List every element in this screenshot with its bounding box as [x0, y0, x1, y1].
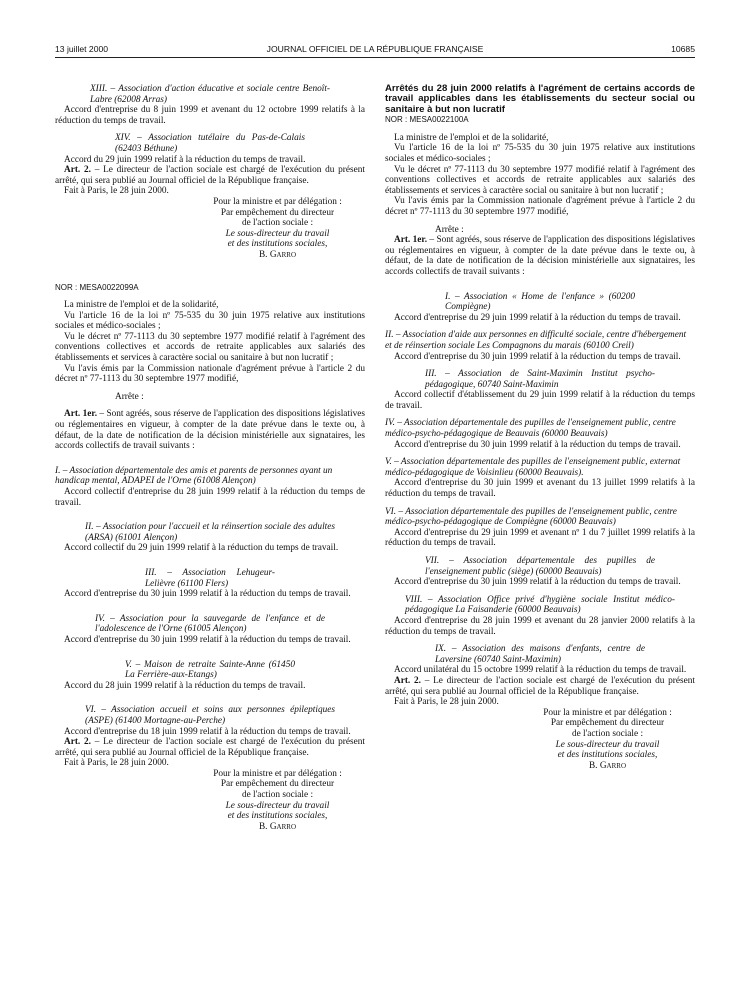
article-lead: Art. 1er. — [394, 235, 428, 246]
article-text: – Le directeur de l'action sociale est chargé de l'exécution du présent arrêté, qui sera publié au Journal officiel de la République française. — [385, 675, 695, 697]
section-title: II. – Association d'aide aux personnes en difficulté sociale, centre d'hébergement et de réinsertion sociale Les Compagnons du marais (60100 Creil) — [385, 330, 687, 351]
signature-name: B. Garro — [258, 249, 296, 260]
article-lead: Art. 2. — [394, 675, 421, 686]
signature-line: de l'action sociale : — [571, 728, 644, 739]
section-text: Accord d'entreprise du 29 juin 1999 relatif à la réduction du temps de travail. — [394, 312, 681, 323]
signature-line: de l'action sociale : — [241, 218, 314, 229]
signature-line: Par empêchement du directeur — [550, 718, 665, 729]
section-title: III. – Association de Saint-Maximin Institut psycho-pédagogique, 60740 Saint-Maximin — [425, 369, 655, 390]
signature-line: Le sous-directeur du travail — [555, 739, 660, 750]
visa-paragraph: Vu l'avis émis par la Commission nationale d'agrément prévue à l'article 2 du décret nº 77-1113 du 30 septembre 1977 modifié, — [55, 363, 365, 385]
article-lead: Art. 2. — [64, 737, 91, 748]
left-column — [55, 84, 365, 832]
section-text: Accord collectif d'entreprise du 28 juin 1999 relatif à la réduction du temps de travail. — [55, 487, 365, 508]
signature-line: Pour la ministre et par délégation : — [543, 707, 672, 718]
section-title: VII. – Association départementale des pupilles de l'enseignement public (siège) (60000 Beauvais) — [425, 556, 655, 577]
signature-block — [520, 708, 695, 772]
section-title: IX. – Association des maisons d'enfants, centre de Laversine (60740 Saint-Maximin) — [435, 644, 645, 665]
article-1 — [55, 409, 365, 451]
signature-line: Le sous-directeur du travail — [225, 228, 330, 239]
section-text: Accord d'entreprise du 18 juin 1999 relatif à la réduction du temps de travail. — [64, 726, 351, 737]
article-1 — [385, 235, 695, 277]
visa-paragraph: Vu l'article 16 de la loi nº 75-535 du 30 juin 1975 relative aux institutions sociales et médico-sociales ; — [385, 143, 695, 164]
section-text: Accord d'entreprise du 29 juin 1999 et avenant nº 1 du 7 juillet 1999 relatifs à la réduction du temps de travail. — [385, 527, 695, 549]
article-2 — [385, 676, 695, 697]
section-text: Accord d'entreprise du 28 juin 1999 et avenant du 28 janvier 2000 relatifs à la réduction du temps de travail. — [385, 615, 695, 637]
visa-paragraph: Vu le décret nº 77-1113 du 30 septembre 1977 modifié relatif à l'agrément des conventions collectives et accords de retraite applicables aux salariés des établissements et services à caractère social ou sanitaire à but non lucratif ; — [385, 164, 695, 196]
section-title: V. – Association départementale des pupilles de l'enseignement public, externat médico-pédagogique de Voisinlieu (60000 Beauvais). — [385, 457, 681, 478]
section-title: III. – Association Lehugeur-Lelièvre (61100 Flers) — [145, 567, 275, 589]
section-title: VIII. – Association Office privé d'hygiène sociale Institut médico-pédagogique La Faisanderie (60000 Beauvais) — [405, 594, 675, 616]
fait-line: Fait à Paris, le 28 juin 2000. — [64, 186, 169, 197]
signature-line: Pour la ministre et par délégation : — [213, 768, 342, 779]
section-title: II. – Association pour l'accueil et la réinsertion sociale des adultes (ARSA) (61001 Alençon) — [85, 522, 335, 543]
fait-line: Fait à Paris, le 28 juin 2000. — [64, 758, 169, 769]
section-text: Accord collectif d'établissement du 29 juin 1999 relatif à la réduction du temps de travail. — [385, 390, 695, 411]
section-text: Accord du 28 juin 1999 relatif à la réduction du temps de travail. — [64, 680, 306, 691]
signature-name: B. Garro — [258, 821, 296, 832]
article-lead: Art. 2. — [64, 165, 91, 176]
signature-name: B. Garro — [588, 760, 626, 771]
section-title: IV. – Association départementale des pupilles de l'enseignement public, centre médico-psycho-pédagogique de Beauvais (60000 Beauvais) — [385, 418, 676, 440]
minister-line: La ministre de l'emploi et de la solidarité, — [64, 300, 219, 311]
section-text: Accord d'entreprise du 30 juin 1999 relatif à la réduction du temps de travail. — [64, 589, 351, 600]
signature-line: Par empêchement du directeur — [220, 207, 335, 218]
minister-line: La ministre de l'emploi et de la solidarité, — [394, 132, 549, 143]
visa-paragraph: Vu l'article 16 de la loi nº 75-535 du 30 juin 1975 relative aux institutions sociales et médico-sociales ; — [55, 310, 365, 332]
article-text: – Sont agréés, sous réserve de l'application des dispositions législatives ou réglementaires en vigueur, à compter de la date prévue dans le texte ou, à défaut, de la date de notification de la décision ministérielle aux signataires, les accords collectifs de travail suivants : — [55, 409, 365, 452]
fait-line: Fait à Paris, le 28 juin 2000. — [394, 697, 499, 708]
signature-line: et des institutions sociales, — [557, 750, 658, 761]
article-2 — [55, 165, 365, 186]
visa-paragraph: Vu l'avis émis par la Commission nationale d'agrément prévue à l'article 2 du décret nº 77-1113 du 30 septembre 1977 modifié, — [385, 196, 695, 217]
arrete-line: Arrête : — [115, 391, 144, 402]
decree-title: Arrêtés du 28 juin 2000 relatifs à l'agrément de certains accords de travail applicables dans les établissements du secteur social ou sanitaire à but non lucratif — [385, 83, 695, 115]
header-page-number: 10685 — [671, 44, 695, 54]
section-title: IV. – Association pour la sauvegarde de l'enfance et de l'adolescence de l'Orne (61005 Alençon) — [95, 613, 325, 635]
article-text: – Le directeur de l'action sociale est chargé de l'exécution du présent arrêté, qui sera publié au Journal officiel de la République française. — [55, 737, 365, 758]
header-rule — [55, 57, 695, 58]
section-title: XIII. – Association d'action éducative et sociale centre Benoît-Labre (62008 Arras) — [90, 84, 330, 105]
article-text: – Le directeur de l'action sociale est chargé de l'exécution du présent arrêté, qui sera publié au Journal officiel de la République française. — [55, 165, 365, 186]
section-text: Accord d'entreprise du 30 juin 1999 et avenant du 13 juillet 1999 relatifs à la réduction du temps de travail. — [385, 478, 695, 500]
signature-block — [190, 769, 365, 833]
article-lead: Art. 1er. — [64, 409, 98, 420]
section-text: Accord d'entreprise du 8 juin 1999 et avenant du 12 octobre 1999 relatifs à la réduction du temps de travail. — [55, 105, 365, 126]
section-text: Accord du 29 juin 1999 relatif à la réduction du temps de travail. — [64, 154, 306, 165]
section-title: I. – Association « Home de l'enfance » (60200 Compiègne) — [445, 291, 635, 313]
section-title: VI. – Association accueil et soins aux personnes épileptiques (ASPE) (61400 Mortagne-au-Perche) — [85, 705, 335, 726]
header-title: JOURNAL OFFICIEL DE LA RÉPUBLIQUE FRANÇAISE — [266, 44, 484, 54]
nor-reference: NOR : MESA0022099A — [55, 282, 139, 292]
section-title: VI. – Association départementale des pupilles de l'enseignement public, centre médico-psycho-pédagogique de Compiègne (60000 Beauvais) — [385, 506, 677, 528]
section-text: Accord collectif du 29 juin 1999 relatif à la réduction du temps de travail. — [64, 543, 339, 554]
section-title: XIV. – Association tutélaire du Pas-de-Calais (62403 Béthune) — [115, 133, 305, 154]
article-text: – Sont agréés, sous réserve de l'application des dispositions législatives ou réglementaires en vigueur, à compter de la date prévue dans le texte ou, à défaut, de la date de notification de la décision ministérielle aux signataires, les accords collectifs de travail suivants : — [385, 235, 695, 277]
visa-paragraph: Vu le décret nº 77-1113 du 30 septembre 1977 modifié relatif à l'agrément des conventions collectives et accords de retraite applicables aux salariés des établissements et services à caractère social ou sanitaire à but non lucratif ; — [55, 331, 365, 364]
signature-line: Pour la ministre et par délégation : — [213, 196, 342, 207]
article-2 — [55, 737, 365, 758]
signature-line: et des institutions sociales, — [227, 811, 328, 822]
header-date: 13 juillet 2000 — [55, 44, 109, 54]
right-column — [385, 84, 695, 771]
section-text: Accord unilatéral du 15 octobre 1999 relatif à la réduction du temps de travail. — [394, 665, 687, 676]
section-title: I. – Association départementale des amis et parents de personnes ayant un handicap mental, ADAPEI de l'Orne (61008 Alençon) — [55, 465, 333, 487]
signature-block — [190, 197, 365, 261]
section-text: Accord d'entreprise du 30 juin 1999 relatif à la réduction du temps de travail. — [394, 351, 681, 362]
signature-line: Par empêchement du directeur — [220, 779, 335, 790]
page-header — [55, 44, 695, 58]
section-text: Accord d'entreprise du 30 juin 1999 relatif à la réduction du temps de travail. — [394, 577, 681, 588]
section-title: V. – Maison de retraite Sainte-Anne (61450 La Ferrière-aux-Etangs) — [125, 659, 295, 681]
nor-reference: NOR : MESA0022100A — [385, 115, 469, 125]
signature-line: et des institutions sociales, — [227, 239, 328, 250]
signature-line: de l'action sociale : — [241, 790, 314, 801]
section-text: Accord d'entreprise du 30 juin 1999 relatif à la réduction du temps de travail. — [394, 439, 681, 450]
arrete-line: Arrête : — [435, 224, 464, 235]
signature-line: Le sous-directeur du travail — [225, 800, 330, 811]
section-text: Accord d'entreprise du 30 juin 1999 relatif à la réduction du temps de travail. — [64, 634, 351, 645]
